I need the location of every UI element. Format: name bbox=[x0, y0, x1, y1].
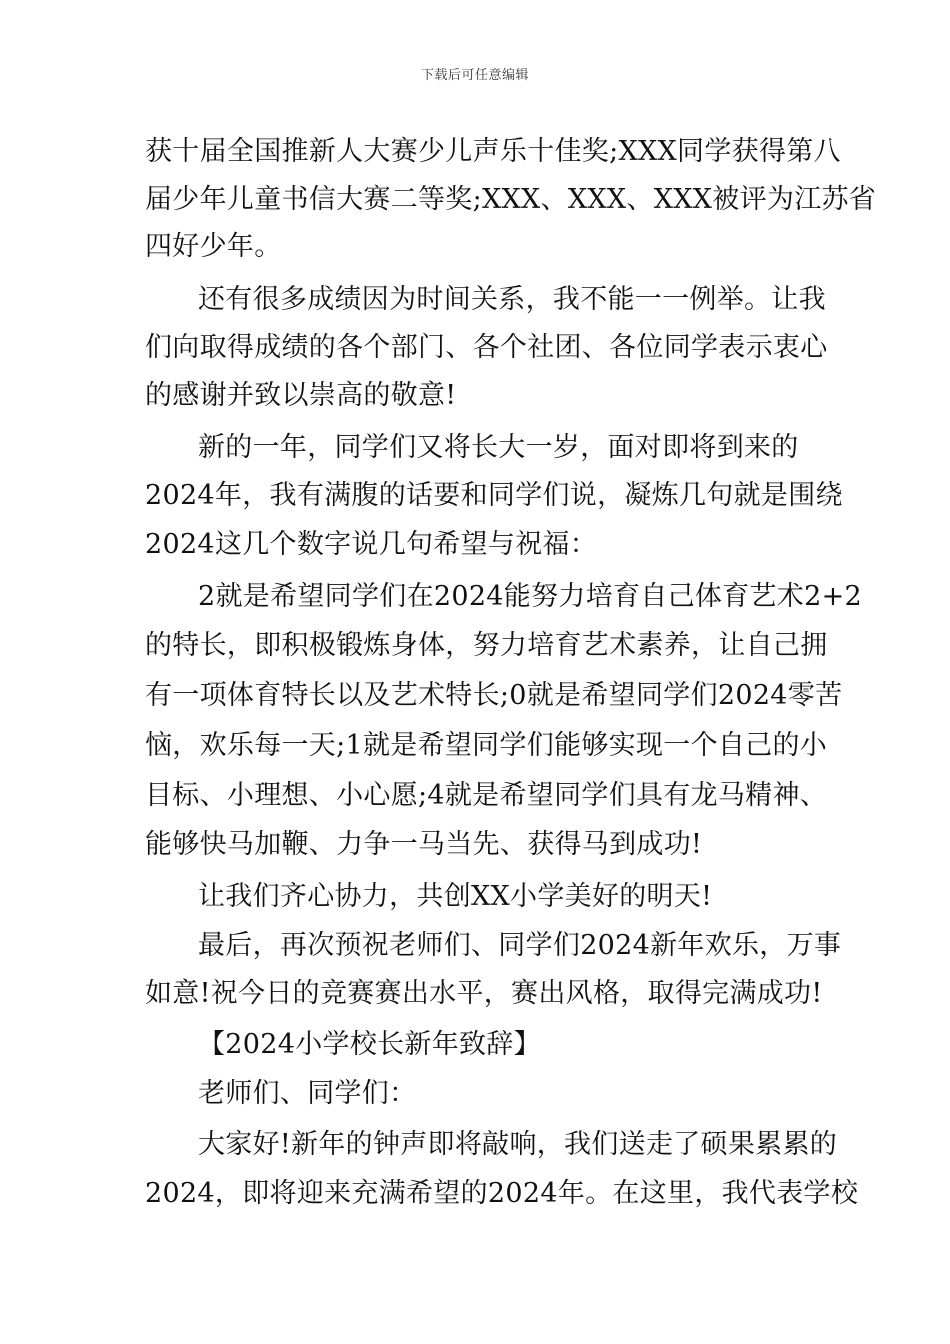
paragraph-first-line: 还有很多成绩因为时间关系，我不能一一例举。让我 bbox=[198, 284, 826, 315]
salutation: 老师们、同学们： bbox=[198, 1078, 417, 1109]
section-heading: 【2024小学校长新年致辞】 bbox=[198, 1029, 541, 1060]
paragraph-first-line: 最后，再次预祝老师们、同学们2024新年欢乐，万事 bbox=[198, 930, 842, 961]
paragraph-first-line: 新的一年，同学们又将长大一岁，面对即将到来的 bbox=[198, 432, 799, 463]
text-line: 的特长，即积极锻炼身体，努力培育艺术素养，让自己拥 bbox=[145, 630, 828, 661]
paragraph-first-line: 2就是希望同学们在2024能努力培育自己体育艺术2+2 bbox=[198, 581, 862, 612]
text-line: 2024年，我有满腹的话要和同学们说，凝炼几句就是围绕 bbox=[145, 480, 843, 511]
text-line: 届少年儿童书信大赛二等奖;XXX、XXX、XXX被评为江苏省 bbox=[145, 184, 877, 215]
paragraph-first-line: 让我们齐心协力，共创XX小学美好的明天! bbox=[198, 881, 713, 912]
text-line: 如意!祝今日的竞赛赛出水平，赛出风格，取得完满成功! bbox=[145, 978, 823, 1009]
text-line: 的感谢并致以崇高的敬意! bbox=[145, 380, 457, 411]
text-line: 们向取得成绩的各个部门、各个社团、各位同学表示衷心 bbox=[145, 332, 828, 363]
text-line: 2024，即将迎来充满希望的2024年。在这里，我代表学校 bbox=[145, 1178, 859, 1209]
text-line: 能够快马加鞭、力争一马当先、获得马到成功! bbox=[145, 829, 703, 860]
text-line: 获十届全国推新人大赛少儿声乐十佳奖;XXX同学获得第八 bbox=[145, 136, 841, 167]
text-line: 有一项体育特长以及艺术特长;0就是希望同学们2024零苦 bbox=[145, 680, 843, 711]
text-line: 2024这几个数字说几句希望与祝福： bbox=[145, 529, 598, 560]
text-line: 目标、小理想、小心愿;4就是希望同学们具有龙马精神、 bbox=[145, 780, 828, 811]
text-line: 四好少年。 bbox=[145, 231, 282, 262]
text-line: 恼，欢乐每一天;1就是希望同学们能够实现一个自己的小 bbox=[145, 730, 828, 761]
page-header: 下载后可任意编辑 bbox=[420, 68, 529, 83]
paragraph-first-line: 大家好!新年的钟声即将敲响，我们送走了硕果累累的 bbox=[198, 1129, 838, 1160]
